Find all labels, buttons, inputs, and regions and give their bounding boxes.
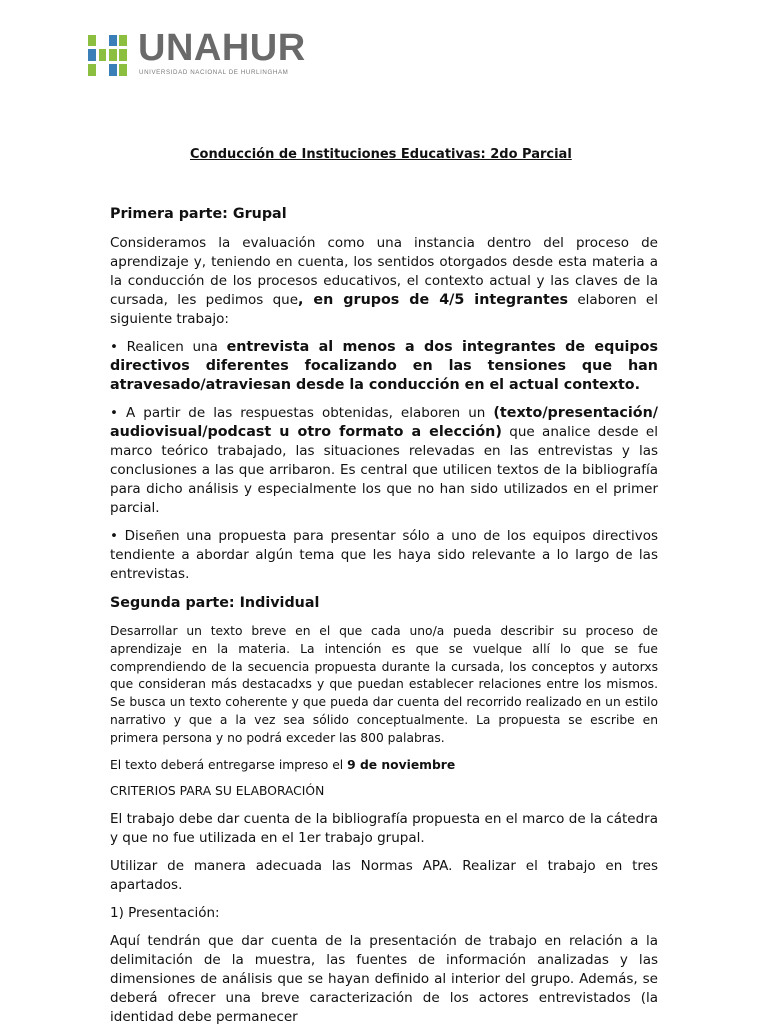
document-title: Conducción de Instituciones Educativas: 2do Parcial [190,147,572,162]
logo-name: UNAHUR [138,27,306,69]
criterios-item-1: 1) Presentación: [110,905,220,922]
bullet-2-text: • A partir de las respuestas obtenidas, elaboren un [110,405,494,421]
document-body [110,203,658,1027]
heading-primera-parte: Primera parte: Grupal [110,206,287,222]
logo-subtitle: UNIVERSIDAD NACIONAL DE HURLINGHAM [139,69,289,76]
bullet-1-text: • Realicen una [110,339,227,355]
criterios-paragraph-3: Aquí tendrán que dar cuenta de la presentación de trabajo en relación a la delimitación de la muestra, las fuentes de información analizadas y las dimensiones de análisis que se hayan definido al interior del grupo. Además, se deberá ofrecer una breve caracterización de los actores entrevistados (la identidad debe permanecer [110,933,658,1026]
bullet-2-text-end: que analice desde el marco teórico trabajado, las situaciones relevadas en las entrevistas y las conclusiones a las que arribaron. Es central que utilicen textos de la bibliografía para dicho análisis y especialmente los que no han sido utilizados en el primer parcial. [110,424,658,516]
bullet-1-bold: entrevista al menos a dos integrantes de equipos directivos diferentes focalizando en las tensiones que han atravesado/atraviesan desde la conducción en el actual contexto. [110,339,658,393]
criterios-heading: CRITERIOS PARA SU ELABORACIÓN [110,784,325,799]
bullet-1 [110,338,658,395]
intro-bold: , en grupos de 4/5 integrantes [298,292,569,308]
bullet-3: • Diseñen una propuesta para presentar sólo a uno de los equipos directivos tendiente a abordar algún tema que les haya sido relevante a lo largo de las entrevistas. [110,528,658,582]
heading-segunda-parte: Segunda parte: Individual [110,595,320,611]
criterios-paragraph-2: Utilizar de manera adecuada las Normas APA. Realizar el trabajo en tres apartados. [110,858,658,894]
due-text: El texto deberá entregarse impreso el [110,757,348,772]
intro-text-end: elaboren el siguiente trabajo: [110,292,658,327]
criterios-paragraph-1: El trabajo debe dar cuenta de la bibliografía propuesta en el marco de la cátedra y que no fue utilizada en el 1er trabajo grupal. [110,811,658,847]
paragraph-intro [110,234,658,329]
due-date: 9 de noviembre [347,757,456,772]
bullet-2 [110,404,658,518]
paragraph-individual: Desarrollar un texto breve en el que cada uno/a pueda describir su proceso de aprendizaje en la materia. La intención es que se vuelque allí lo que se fue comprendiendo de la secuencia propuesta durante la cursada, los conceptos y autorxs que consideran más destacadxs y que puedan establecer relaciones entre los mismos. Se busca un texto coherente y que pueda dar cuenta del recorrido realizado en un estilo narrativo y que a la vez sea sólido conceptualmente. La propuesta se escribe en primera persona y no podrá exceder las 800 palabras. [110,624,658,745]
bullet-2-bold: (texto/presentación/ audiovisual/podcast u otro formato a elección) [110,405,658,440]
intro-text: Consideramos la evaluación como una instancia dentro del proceso de aprendizaje y, teniendo en cuenta, los sentidos otorgados desde esta materia a la conducción de los procesos educativos, el contexto actual y las claves de la cursada, les pedimos que [110,235,658,308]
paragraph-due-date [110,757,658,775]
